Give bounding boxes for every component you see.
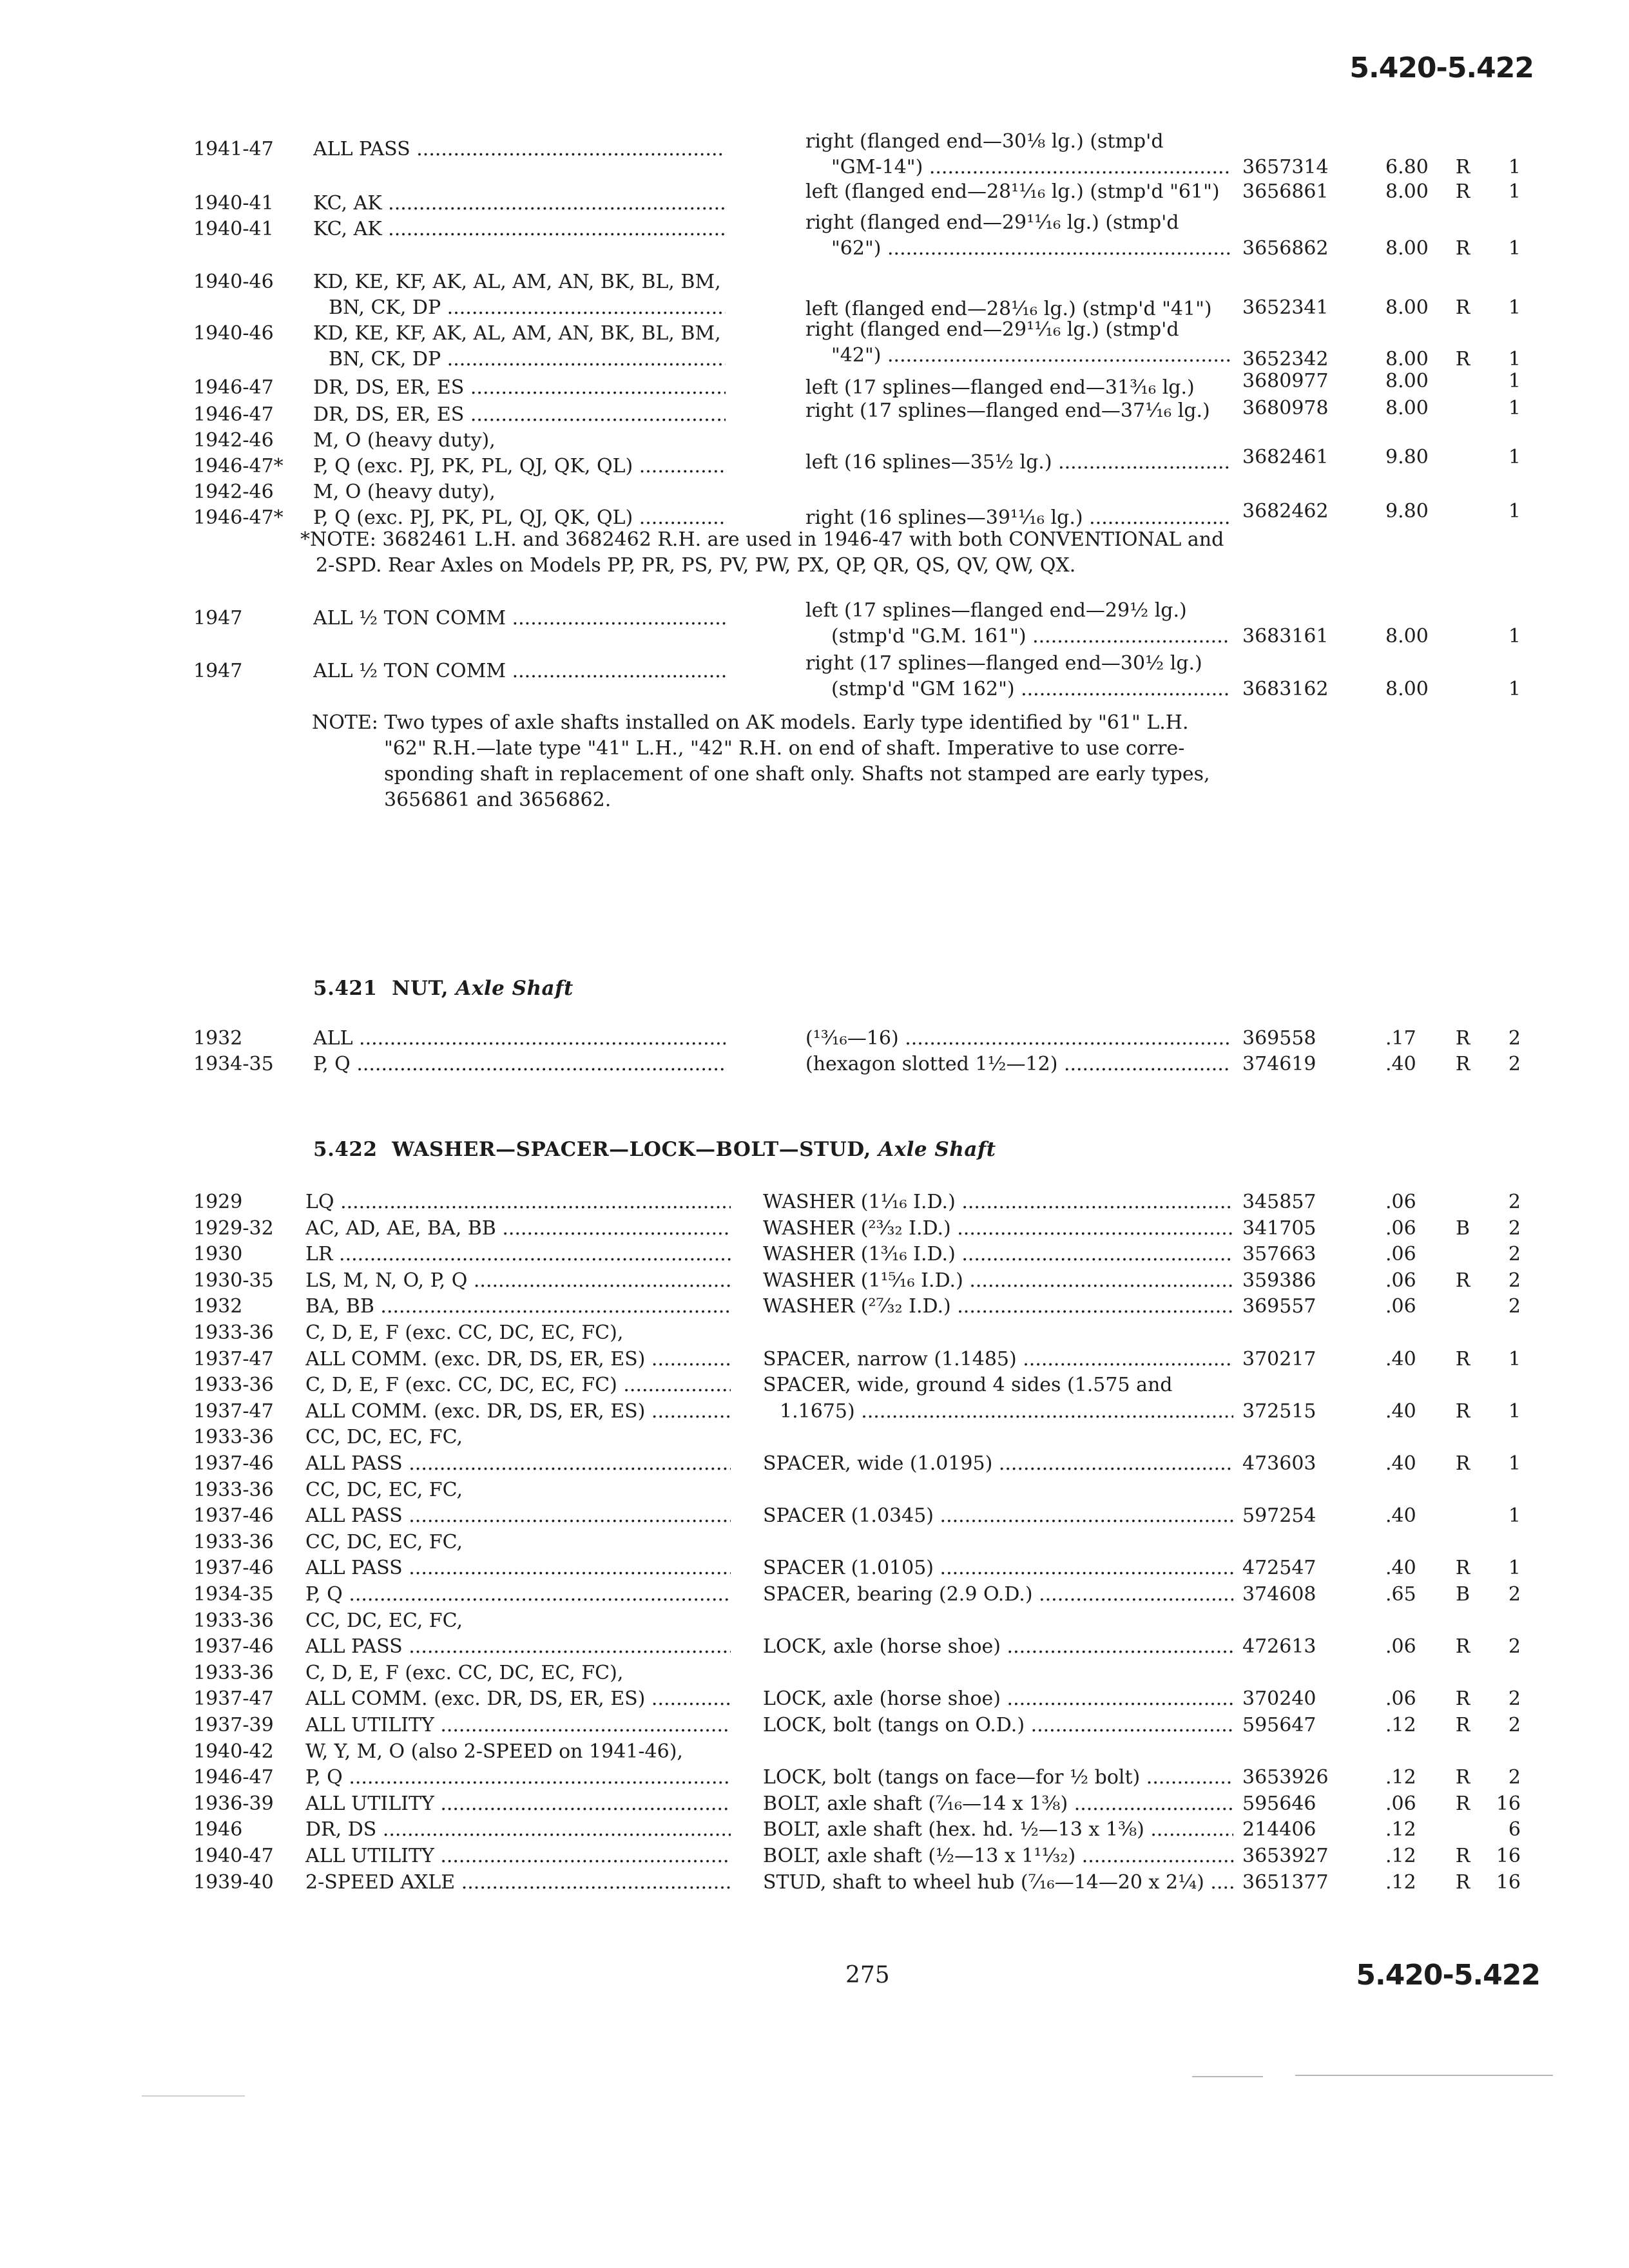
- year-range: 1940-41: [193, 192, 274, 215]
- flag-code: R: [1455, 1766, 1470, 1789]
- year-range: 1937-47: [193, 1400, 274, 1423]
- model-list-cont: BN, CK, DP .....: [329, 347, 726, 372]
- part-number: 3683161: [1242, 625, 1329, 648]
- quantity: 1: [1508, 1400, 1521, 1423]
- part-number: 3657314: [1242, 156, 1329, 178]
- model-list: P, Q .....: [305, 1765, 731, 1791]
- flag-code: R: [1455, 1687, 1470, 1710]
- model-list: KC, AK .....: [313, 216, 726, 242]
- part-description-cont: "62") .....: [831, 236, 1231, 262]
- year-range: 1940-42: [193, 1740, 274, 1763]
- part-number: 3653927: [1242, 1845, 1329, 1867]
- flag-code: B: [1455, 1217, 1470, 1240]
- quantity: 1: [1508, 370, 1521, 392]
- scan-mark: [1192, 2076, 1263, 2077]
- year-range: 1937-47: [193, 1348, 274, 1370]
- year-range: 1930: [193, 1243, 243, 1265]
- section-subtitle: Axle Shaft: [878, 1138, 996, 1161]
- footnote-line: 2-SPD. Rear Axles on Models PP, PR, PS, PV, PW, PX, QP, QR, QS, QV, QW, QX.: [316, 554, 1076, 577]
- part-description: WASHER (²⁷⁄₃₂ I.D.) .....: [763, 1294, 1233, 1320]
- footnote-line: *NOTE: 3682461 L.H. and 3682462 R.H. are used in 1946-47 with both CONVENTIONAL and: [300, 528, 1224, 551]
- year-range: 1940-41: [193, 218, 274, 240]
- flag-code: R: [1455, 1053, 1470, 1075]
- year-range: 1932: [193, 1295, 243, 1318]
- quantity: 2: [1508, 1027, 1521, 1050]
- model-list: LR .....: [305, 1242, 731, 1267]
- price: .06: [1385, 1243, 1416, 1265]
- price: .40: [1385, 1053, 1416, 1075]
- section-number: 5.421: [313, 977, 378, 1000]
- year-range: 1940-46: [193, 322, 274, 345]
- price: .17: [1385, 1027, 1416, 1050]
- year-range: 1929-32: [193, 1217, 274, 1240]
- model-list: DR, DS .....: [305, 1817, 731, 1843]
- quantity: 1: [1508, 446, 1521, 468]
- flag-code: R: [1455, 1557, 1470, 1579]
- year-range: 1932: [193, 1027, 243, 1050]
- model-list: LQ .....: [305, 1189, 731, 1215]
- price: .40: [1385, 1452, 1416, 1475]
- quantity: 1: [1508, 156, 1521, 178]
- model-list: ALL UTILITY .....: [305, 1843, 731, 1869]
- quantity: 1: [1508, 1348, 1521, 1370]
- part-description: WASHER (1¹⁄₁₆ I.D.) .....: [763, 1189, 1233, 1215]
- quantity: 2: [1508, 1269, 1521, 1292]
- quantity: 1: [1508, 348, 1521, 370]
- part-description: WASHER (1³⁄₁₆ I.D.) .....: [763, 1242, 1233, 1267]
- part-description: left (flanged end—28¹⁄₁₆ lg.) (stmp'd "41"): [805, 298, 1212, 320]
- flag-code: R: [1455, 1635, 1470, 1658]
- price: .40: [1385, 1504, 1416, 1527]
- part-number: 3680977: [1242, 370, 1329, 392]
- price: .12: [1385, 1714, 1416, 1736]
- part-description: SPACER, wide, ground 4 sides (1.575 and: [763, 1374, 1173, 1396]
- year-range: 1947: [193, 607, 243, 629]
- part-number: 3680978: [1242, 397, 1329, 419]
- year-range: 1946-47: [193, 376, 274, 399]
- part-description-cont: (stmp'd "G.M. 161") .....: [831, 624, 1231, 649]
- model-list: DR, DS, ER, ES .....: [313, 402, 726, 428]
- part-description: (hexagon slotted 1½—12) .....: [805, 1052, 1231, 1077]
- part-number: 369557: [1242, 1295, 1316, 1318]
- flag-code: R: [1455, 296, 1470, 319]
- model-list: CC, DC, EC, FC,: [305, 1610, 463, 1632]
- model-list: CC, DC, EC, FC,: [305, 1426, 463, 1448]
- year-range: 1946-47*: [193, 455, 284, 477]
- price: .12: [1385, 1845, 1416, 1867]
- model-list: P, Q .....: [305, 1582, 731, 1608]
- section-number: 5.422: [313, 1138, 378, 1161]
- part-description: BOLT, axle shaft (½—13 x 1¹¹⁄₃₂) .....: [763, 1843, 1233, 1869]
- model-list: ALL ½ TON COMM .....: [313, 658, 726, 684]
- quantity: 1: [1508, 1557, 1521, 1579]
- part-description: SPACER, narrow (1.1485) .....: [763, 1347, 1233, 1372]
- part-description: right (flanged end—29¹¹⁄₁₆ lg.) (stmp'd: [805, 318, 1179, 341]
- model-list: KD, KE, KF, AK, AL, AM, AN, BK, BL, BM,: [313, 322, 721, 345]
- model-list: ALL PASS .....: [313, 137, 726, 162]
- part-description: LOCK, axle (horse shoe) .....: [763, 1686, 1233, 1712]
- part-description: BOLT, axle shaft (⁷⁄₁₆—14 x 1³⁄₈) .....: [763, 1791, 1233, 1817]
- flag-code: R: [1455, 1348, 1470, 1370]
- part-description: right (flanged end—30⅛ lg.) (stmp'd: [805, 130, 1164, 153]
- part-description: LOCK, bolt (tangs on O.D.) .....: [763, 1713, 1233, 1738]
- part-description: SPACER, bearing (2.9 O.D.) .....: [763, 1582, 1233, 1608]
- part-number: 597254: [1242, 1504, 1316, 1527]
- part-description: WASHER (²³⁄₃₂ I.D.) .....: [763, 1216, 1233, 1242]
- quantity: 2: [1508, 1053, 1521, 1075]
- flag-code: R: [1455, 348, 1470, 370]
- quantity: 1: [1508, 180, 1521, 203]
- flag-code: R: [1455, 1027, 1470, 1050]
- year-range: 1946-47: [193, 403, 274, 426]
- year-range: 1933-36: [193, 1610, 274, 1632]
- quantity: 16: [1496, 1845, 1521, 1867]
- section-range-header: 5.420-5.422: [1349, 52, 1534, 84]
- model-list: KD, KE, KF, AK, AL, AM, AN, BK, BL, BM,: [313, 271, 721, 293]
- price: .40: [1385, 1557, 1416, 1579]
- flag-code: R: [1455, 1269, 1470, 1292]
- part-number: 3682462: [1242, 500, 1329, 523]
- model-list: P, Q .....: [313, 1052, 726, 1077]
- part-number: 595647: [1242, 1714, 1316, 1736]
- year-range: 1933-36: [193, 1374, 274, 1396]
- quantity: 2: [1508, 1687, 1521, 1710]
- flag-code: R: [1455, 1792, 1470, 1815]
- model-list-cont: BN, CK, DP .....: [329, 295, 726, 321]
- model-list: ALL PASS .....: [305, 1634, 731, 1660]
- part-description: SPACER, wide (1.0195) .....: [763, 1451, 1233, 1477]
- part-number: 214406: [1242, 1818, 1316, 1841]
- year-range: 1933-36: [193, 1662, 274, 1684]
- quantity: 1: [1508, 500, 1521, 523]
- flag-code: R: [1455, 237, 1470, 260]
- year-range: 1933-36: [193, 1531, 274, 1553]
- price: 8.00: [1385, 397, 1429, 419]
- part-description: SPACER (1.0105) .....: [763, 1555, 1233, 1581]
- part-description: STUD, shaft to wheel hub (⁷⁄₁₆—14—20 x 2¼) .....: [763, 1870, 1233, 1896]
- model-list: ALL PASS .....: [305, 1555, 731, 1581]
- part-description: left (17 splines—flanged end—31³⁄₁₆ lg.): [805, 376, 1195, 399]
- quantity: 1: [1508, 237, 1521, 260]
- year-range: 1942-46: [193, 429, 274, 452]
- quantity: 2: [1508, 1714, 1521, 1736]
- section-subtitle: Axle Shaft: [456, 977, 574, 1000]
- price: .06: [1385, 1217, 1416, 1240]
- model-list: M, O (heavy duty),: [313, 429, 496, 452]
- quantity: 1: [1508, 296, 1521, 319]
- price: .06: [1385, 1687, 1416, 1710]
- model-list: ALL COMM. (exc. DR, DS, ER, ES) .....: [305, 1399, 731, 1425]
- part-description: WASHER (1¹⁵⁄₁₆ I.D.) .....: [763, 1268, 1233, 1294]
- quantity: 2: [1508, 1766, 1521, 1789]
- model-list: BA, BB .....: [305, 1294, 731, 1320]
- quantity: 2: [1508, 1217, 1521, 1240]
- flag-code: R: [1455, 180, 1470, 203]
- year-range: 1937-47: [193, 1687, 274, 1710]
- part-description: 1.1675) .....: [780, 1399, 1233, 1425]
- year-range: 1933-36: [193, 1426, 274, 1448]
- quantity: 1: [1508, 397, 1521, 419]
- part-number: 3652341: [1242, 296, 1329, 319]
- section-range-footer: 5.420-5.422: [1356, 1959, 1540, 1992]
- year-range: 1929: [193, 1191, 243, 1213]
- model-list: ALL PASS .....: [305, 1451, 731, 1477]
- part-description: SPACER (1.0345) .....: [763, 1503, 1233, 1529]
- year-range: 1937-46: [193, 1504, 274, 1527]
- price: .12: [1385, 1766, 1416, 1789]
- model-list: C, D, E, F (exc. CC, DC, EC, FC) .....: [305, 1372, 731, 1398]
- part-description-cont: "GM-14") .....: [831, 155, 1231, 180]
- price: 9.80: [1385, 500, 1429, 523]
- price: .40: [1385, 1400, 1416, 1423]
- part-description: BOLT, axle shaft (hex. hd. ½—13 x 1³⁄₈) .....: [763, 1817, 1233, 1843]
- quantity: 1: [1508, 1452, 1521, 1475]
- year-range: 1937-46: [193, 1557, 274, 1579]
- year-range: 1937-46: [193, 1635, 274, 1658]
- quantity: 2: [1508, 1243, 1521, 1265]
- quantity: 16: [1496, 1871, 1521, 1894]
- part-number: 595646: [1242, 1792, 1316, 1815]
- part-number: 374608: [1242, 1583, 1316, 1606]
- part-description: LOCK, bolt (tangs on face—for ½ bolt) .....: [763, 1765, 1233, 1791]
- part-number: 3651377: [1242, 1871, 1329, 1894]
- price: 8.00: [1385, 370, 1429, 392]
- part-description: left (flanged end—28¹¹⁄₁₆ lg.) (stmp'd "61"): [805, 180, 1220, 203]
- part-number: 370240: [1242, 1687, 1316, 1710]
- part-number: 3683162: [1242, 678, 1329, 700]
- year-range: 1947: [193, 660, 243, 682]
- model-list: DR, DS, ER, ES .....: [313, 375, 726, 401]
- model-list: W, Y, M, O (also 2-SPEED on 1941-46),: [305, 1740, 683, 1763]
- flag-code: R: [1455, 1871, 1470, 1894]
- part-number: 473603: [1242, 1452, 1316, 1475]
- part-number: 341705: [1242, 1217, 1316, 1240]
- part-number: 374619: [1242, 1053, 1316, 1075]
- part-description: right (17 splines—flanged end—30½ lg.): [805, 652, 1202, 675]
- price: .65: [1385, 1583, 1416, 1606]
- note-line: 3656861 and 3656862.: [384, 789, 612, 811]
- year-range: 1946: [193, 1818, 243, 1841]
- part-number: 472547: [1242, 1557, 1316, 1579]
- flag-code: R: [1455, 1714, 1470, 1736]
- model-list: ALL UTILITY .....: [305, 1713, 731, 1738]
- model-list: KC, AK .....: [313, 191, 726, 216]
- price: .06: [1385, 1635, 1416, 1658]
- year-range: 1936-39: [193, 1792, 274, 1815]
- model-list: C, D, E, F (exc. CC, DC, EC, FC),: [305, 1662, 624, 1684]
- page-number: 275: [845, 1962, 890, 1988]
- part-description-cont: (stmp'd "GM 162") .....: [831, 677, 1231, 702]
- section-heading-5-422: [313, 1138, 996, 1161]
- part-description-cont: "42") .....: [831, 343, 1231, 369]
- part-number: 357663: [1242, 1243, 1316, 1265]
- model-list: M, O (heavy duty),: [313, 481, 496, 503]
- part-description: right (17 splines—flanged end—37¹⁄₁₆ lg.): [805, 399, 1210, 422]
- year-range: 1933-36: [193, 1479, 274, 1501]
- model-list: AC, AD, AE, BA, BB .....: [305, 1216, 731, 1242]
- model-list-cont: P, Q (exc. PJ, PK, PL, QJ, QK, QL) .....: [313, 505, 726, 531]
- part-number: 472613: [1242, 1635, 1316, 1658]
- model-list: CC, DC, EC, FC,: [305, 1479, 463, 1501]
- part-description: left (16 splines—35¹⁄₂ lg.) .....: [805, 450, 1231, 476]
- part-number: 3652342: [1242, 348, 1329, 370]
- price: 8.00: [1385, 296, 1429, 319]
- year-range: 1946-47: [193, 1766, 274, 1789]
- part-description: LOCK, axle (horse shoe) .....: [763, 1634, 1233, 1660]
- price: .06: [1385, 1792, 1416, 1815]
- part-number: 3656862: [1242, 237, 1329, 260]
- part-description: right (flanged end—29¹¹⁄₁₆ lg.) (stmp'd: [805, 211, 1179, 234]
- note-line: sponding shaft in replacement of one shaft only. Shafts not stamped are early types,: [384, 763, 1210, 785]
- quantity: 16: [1496, 1792, 1521, 1815]
- note-line: NOTE: Two types of axle shafts installed on AK models. Early type identified by "61" L.H.: [312, 711, 1189, 734]
- price: 8.00: [1385, 237, 1429, 260]
- year-range: 1942-46: [193, 481, 274, 503]
- year-range: 1940-46: [193, 271, 274, 293]
- year-range: 1930-35: [193, 1269, 274, 1292]
- model-list-cont: P, Q (exc. PJ, PK, PL, QJ, QK, QL) .....: [313, 454, 726, 479]
- year-range: 1937-39: [193, 1714, 274, 1736]
- part-number: 372515: [1242, 1400, 1316, 1423]
- section-title: WASHER—SPACER—LOCK—BOLT—STUD,: [392, 1138, 871, 1161]
- price: 8.00: [1385, 678, 1429, 700]
- flag-code: R: [1455, 1845, 1470, 1867]
- price: .06: [1385, 1295, 1416, 1318]
- year-range: 1934-35: [193, 1583, 274, 1606]
- flag-code: R: [1455, 1452, 1470, 1475]
- flag-code: B: [1455, 1583, 1470, 1606]
- model-list: CC, DC, EC, FC,: [305, 1531, 463, 1553]
- section-title: NUT,: [392, 977, 448, 1000]
- part-number: 345857: [1242, 1191, 1316, 1213]
- year-range: 1946-47*: [193, 506, 284, 529]
- model-list: ALL COMM. (exc. DR, DS, ER, ES) .....: [305, 1347, 731, 1372]
- price: .12: [1385, 1871, 1416, 1894]
- quantity: 2: [1508, 1295, 1521, 1318]
- year-range: 1934-35: [193, 1053, 274, 1075]
- price: 8.00: [1385, 348, 1429, 370]
- quantity: 2: [1508, 1191, 1521, 1213]
- part-number: 359386: [1242, 1269, 1316, 1292]
- price: 8.00: [1385, 180, 1429, 203]
- part-number: 3682461: [1242, 446, 1329, 468]
- price: .06: [1385, 1191, 1416, 1213]
- quantity: 6: [1508, 1818, 1521, 1841]
- model-list: C, D, E, F (exc. CC, DC, EC, FC),: [305, 1321, 624, 1344]
- quantity: 1: [1508, 678, 1521, 700]
- year-range: 1937-46: [193, 1452, 274, 1475]
- part-number: 370217: [1242, 1348, 1316, 1370]
- part-number: 369558: [1242, 1027, 1316, 1050]
- scan-mark: [142, 2095, 245, 2097]
- price: 8.00: [1385, 625, 1429, 648]
- part-description: right (16 splines—39¹¹⁄₁₆ lg.) .....: [805, 505, 1231, 531]
- part-description: (¹³⁄₁₆—16) .....: [805, 1026, 1231, 1052]
- quantity: 1: [1508, 1504, 1521, 1527]
- model-list: LS, M, N, O, P, Q .....: [305, 1268, 731, 1294]
- model-list: ALL COMM. (exc. DR, DS, ER, ES) .....: [305, 1686, 731, 1712]
- year-range: 1939-40: [193, 1871, 274, 1894]
- price: .40: [1385, 1348, 1416, 1370]
- model-list: ALL ½ TON COMM .....: [313, 606, 726, 631]
- quantity: 2: [1508, 1635, 1521, 1658]
- price: .12: [1385, 1818, 1416, 1841]
- scan-mark: [1295, 2075, 1553, 2076]
- price: 9.80: [1385, 446, 1429, 468]
- model-list: ALL PASS .....: [305, 1503, 731, 1529]
- quantity: 1: [1508, 625, 1521, 648]
- part-description: left (17 splines—flanged end—29½ lg.): [805, 599, 1187, 622]
- model-list: 2-SPEED AXLE .....: [305, 1870, 731, 1896]
- year-range: 1941-47: [193, 138, 274, 160]
- year-range: 1940-47: [193, 1845, 274, 1867]
- price: 6.80: [1385, 156, 1429, 178]
- model-list: ALL UTILITY .....: [305, 1791, 731, 1817]
- flag-code: R: [1455, 156, 1470, 178]
- year-range: 1933-36: [193, 1321, 274, 1344]
- part-number: 3656861: [1242, 180, 1329, 203]
- quantity: 2: [1508, 1583, 1521, 1606]
- flag-code: R: [1455, 1400, 1470, 1423]
- section-heading-5-421: [313, 977, 574, 1000]
- part-number: 3653926: [1242, 1766, 1329, 1789]
- model-list: ALL .....: [313, 1026, 726, 1052]
- price: .06: [1385, 1269, 1416, 1292]
- note-line: "62" R.H.—late type "41" L.H., "42" R.H. on end of shaft. Imperative to use corre-: [384, 737, 1185, 760]
